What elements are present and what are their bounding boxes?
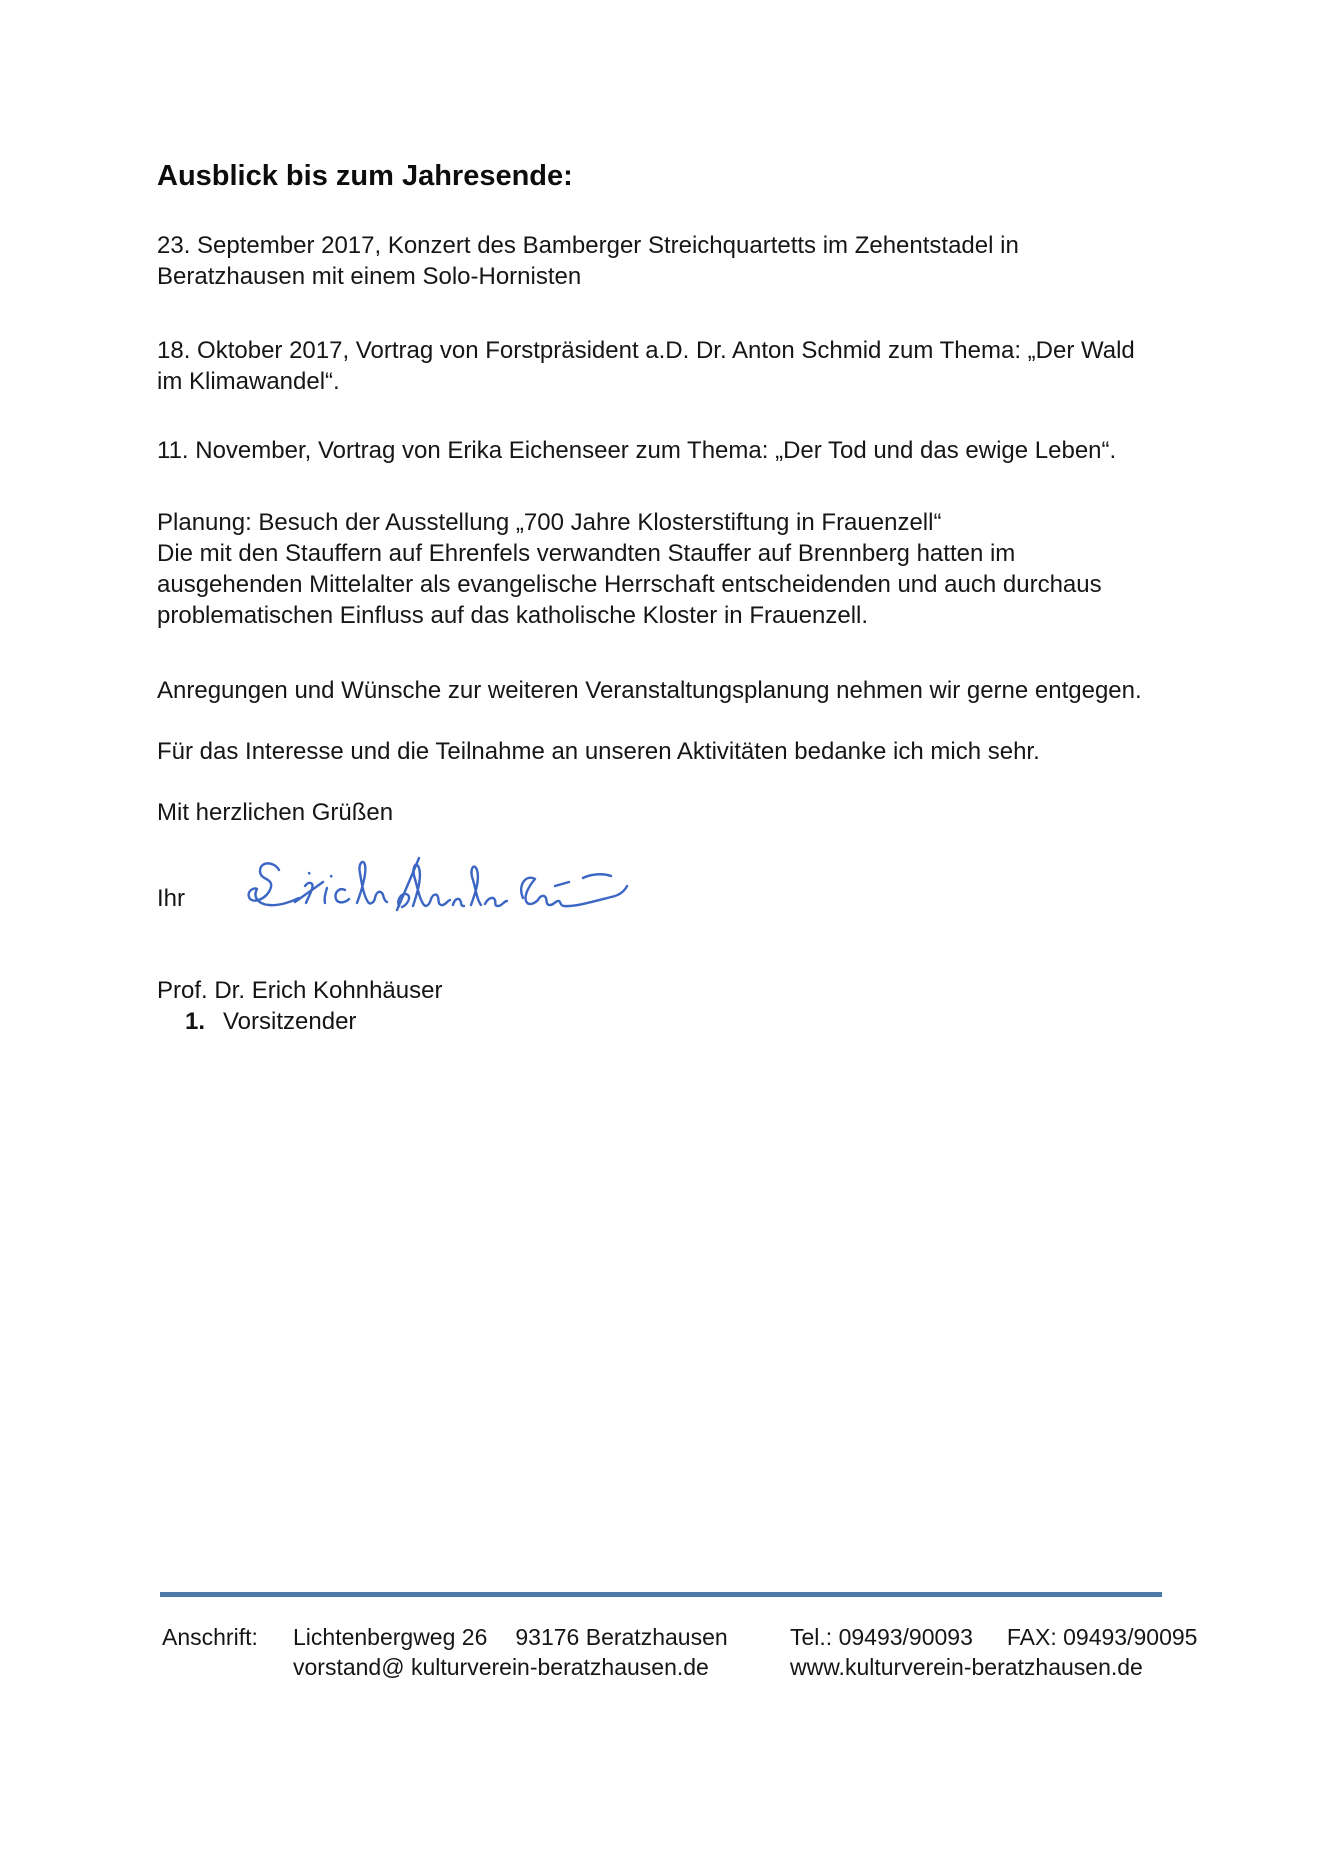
footer-rule [160, 1592, 1162, 1597]
signer-role: Vorsitzender [223, 1008, 357, 1035]
paragraph-line: im Klimawandel“. [157, 368, 340, 395]
signature-stroke [309, 873, 331, 876]
paragraph-gruss [157, 797, 393, 828]
signature-stroke [583, 874, 611, 878]
paragraph-dank [157, 736, 1040, 767]
footer-website: www.kulturverein-beratzhausen.de [790, 1654, 1143, 1680]
paragraph-line: 23. September 2017, Konzert des Bamberger Streichquartetts im Zehentstadel in [157, 232, 1019, 259]
paragraph-event-november [157, 435, 1116, 466]
paragraph-line: Beratzhausen mit einem Solo-Hornisten [157, 263, 582, 290]
signature-stroke [325, 888, 327, 903]
footer-email: vorstand@ kulturverein-beratzhausen.de [293, 1654, 709, 1680]
signer-name: Prof. Dr. Erich Kohnhäuser [157, 977, 443, 1004]
footer-phone-line [790, 1622, 1197, 1652]
footer-rule-bar [160, 1592, 1162, 1597]
footer-tel: Tel.: 09493/90093 [790, 1624, 973, 1650]
footer-fax: FAX: 09493/90095 [1006, 1624, 1198, 1650]
signature-stroke [471, 867, 481, 905]
paragraph-line: 18. Oktober 2017, Vortrag von Forstpräsident a.D. Dr. Anton Schmid zum Thema: „Der Wald [157, 337, 1135, 364]
signature-stroke [357, 862, 387, 903]
paragraph-line: problematischen Einfluss auf das katholische Kloster in Frauenzell. [157, 602, 869, 629]
paragraph-line: Anregungen und Wünsche zur weiteren Veranstaltungsplanung nehmen wir gerne entgegen. [157, 677, 1142, 704]
signature-stroke [453, 899, 464, 906]
signature-stroke [336, 889, 349, 902]
footer-address-label: Anschrift: [162, 1624, 258, 1650]
footer-city: 93176 Beratzhausen [515, 1624, 728, 1650]
paragraph-line: Mit herzlichen Grüßen [157, 799, 394, 826]
signature-stroke [521, 878, 627, 906]
paragraph-line: Planung: Besuch der Ausstellung „700 Jahre Klosterstiftung in Frauenzell“ [157, 509, 942, 536]
salutation-ihr: Ihr [157, 885, 186, 912]
paragraph-event-oktober [157, 335, 1135, 397]
paragraph-event-september [157, 230, 1019, 292]
signature-stroke [485, 898, 507, 906]
signature-erich-kohnhauser [243, 856, 633, 936]
paragraph-anregungen [157, 675, 1142, 706]
footer-address-line [293, 1622, 728, 1652]
paragraph-line: 11. November, Vortrag von Erika Eichenseer zum Thema: „Der Tod und das ewige Leben“. [157, 437, 1117, 464]
signer-role-number: 1. [185, 1008, 206, 1035]
signature-stroke [555, 882, 569, 886]
paragraph-planung [157, 507, 1102, 631]
paragraph-line: ausgehenden Mittelalter als evangelische Herrschaft entscheidenden und auch durchaus [157, 571, 1102, 598]
signature-stroke [413, 865, 450, 906]
letter-heading: Ausblick bis zum Jahresende: [157, 160, 573, 192]
footer-street: Lichtenbergweg 26 [293, 1624, 488, 1650]
signature-stroke [249, 863, 299, 905]
paragraph-line: Für das Interesse und die Teilnahme an unseren Aktivitäten bedanke ich mich sehr. [157, 738, 1040, 765]
paragraph-line: Die mit den Stauffern auf Ehrenfels verwandten Stauffer auf Brennberg hatten im [157, 540, 1016, 567]
